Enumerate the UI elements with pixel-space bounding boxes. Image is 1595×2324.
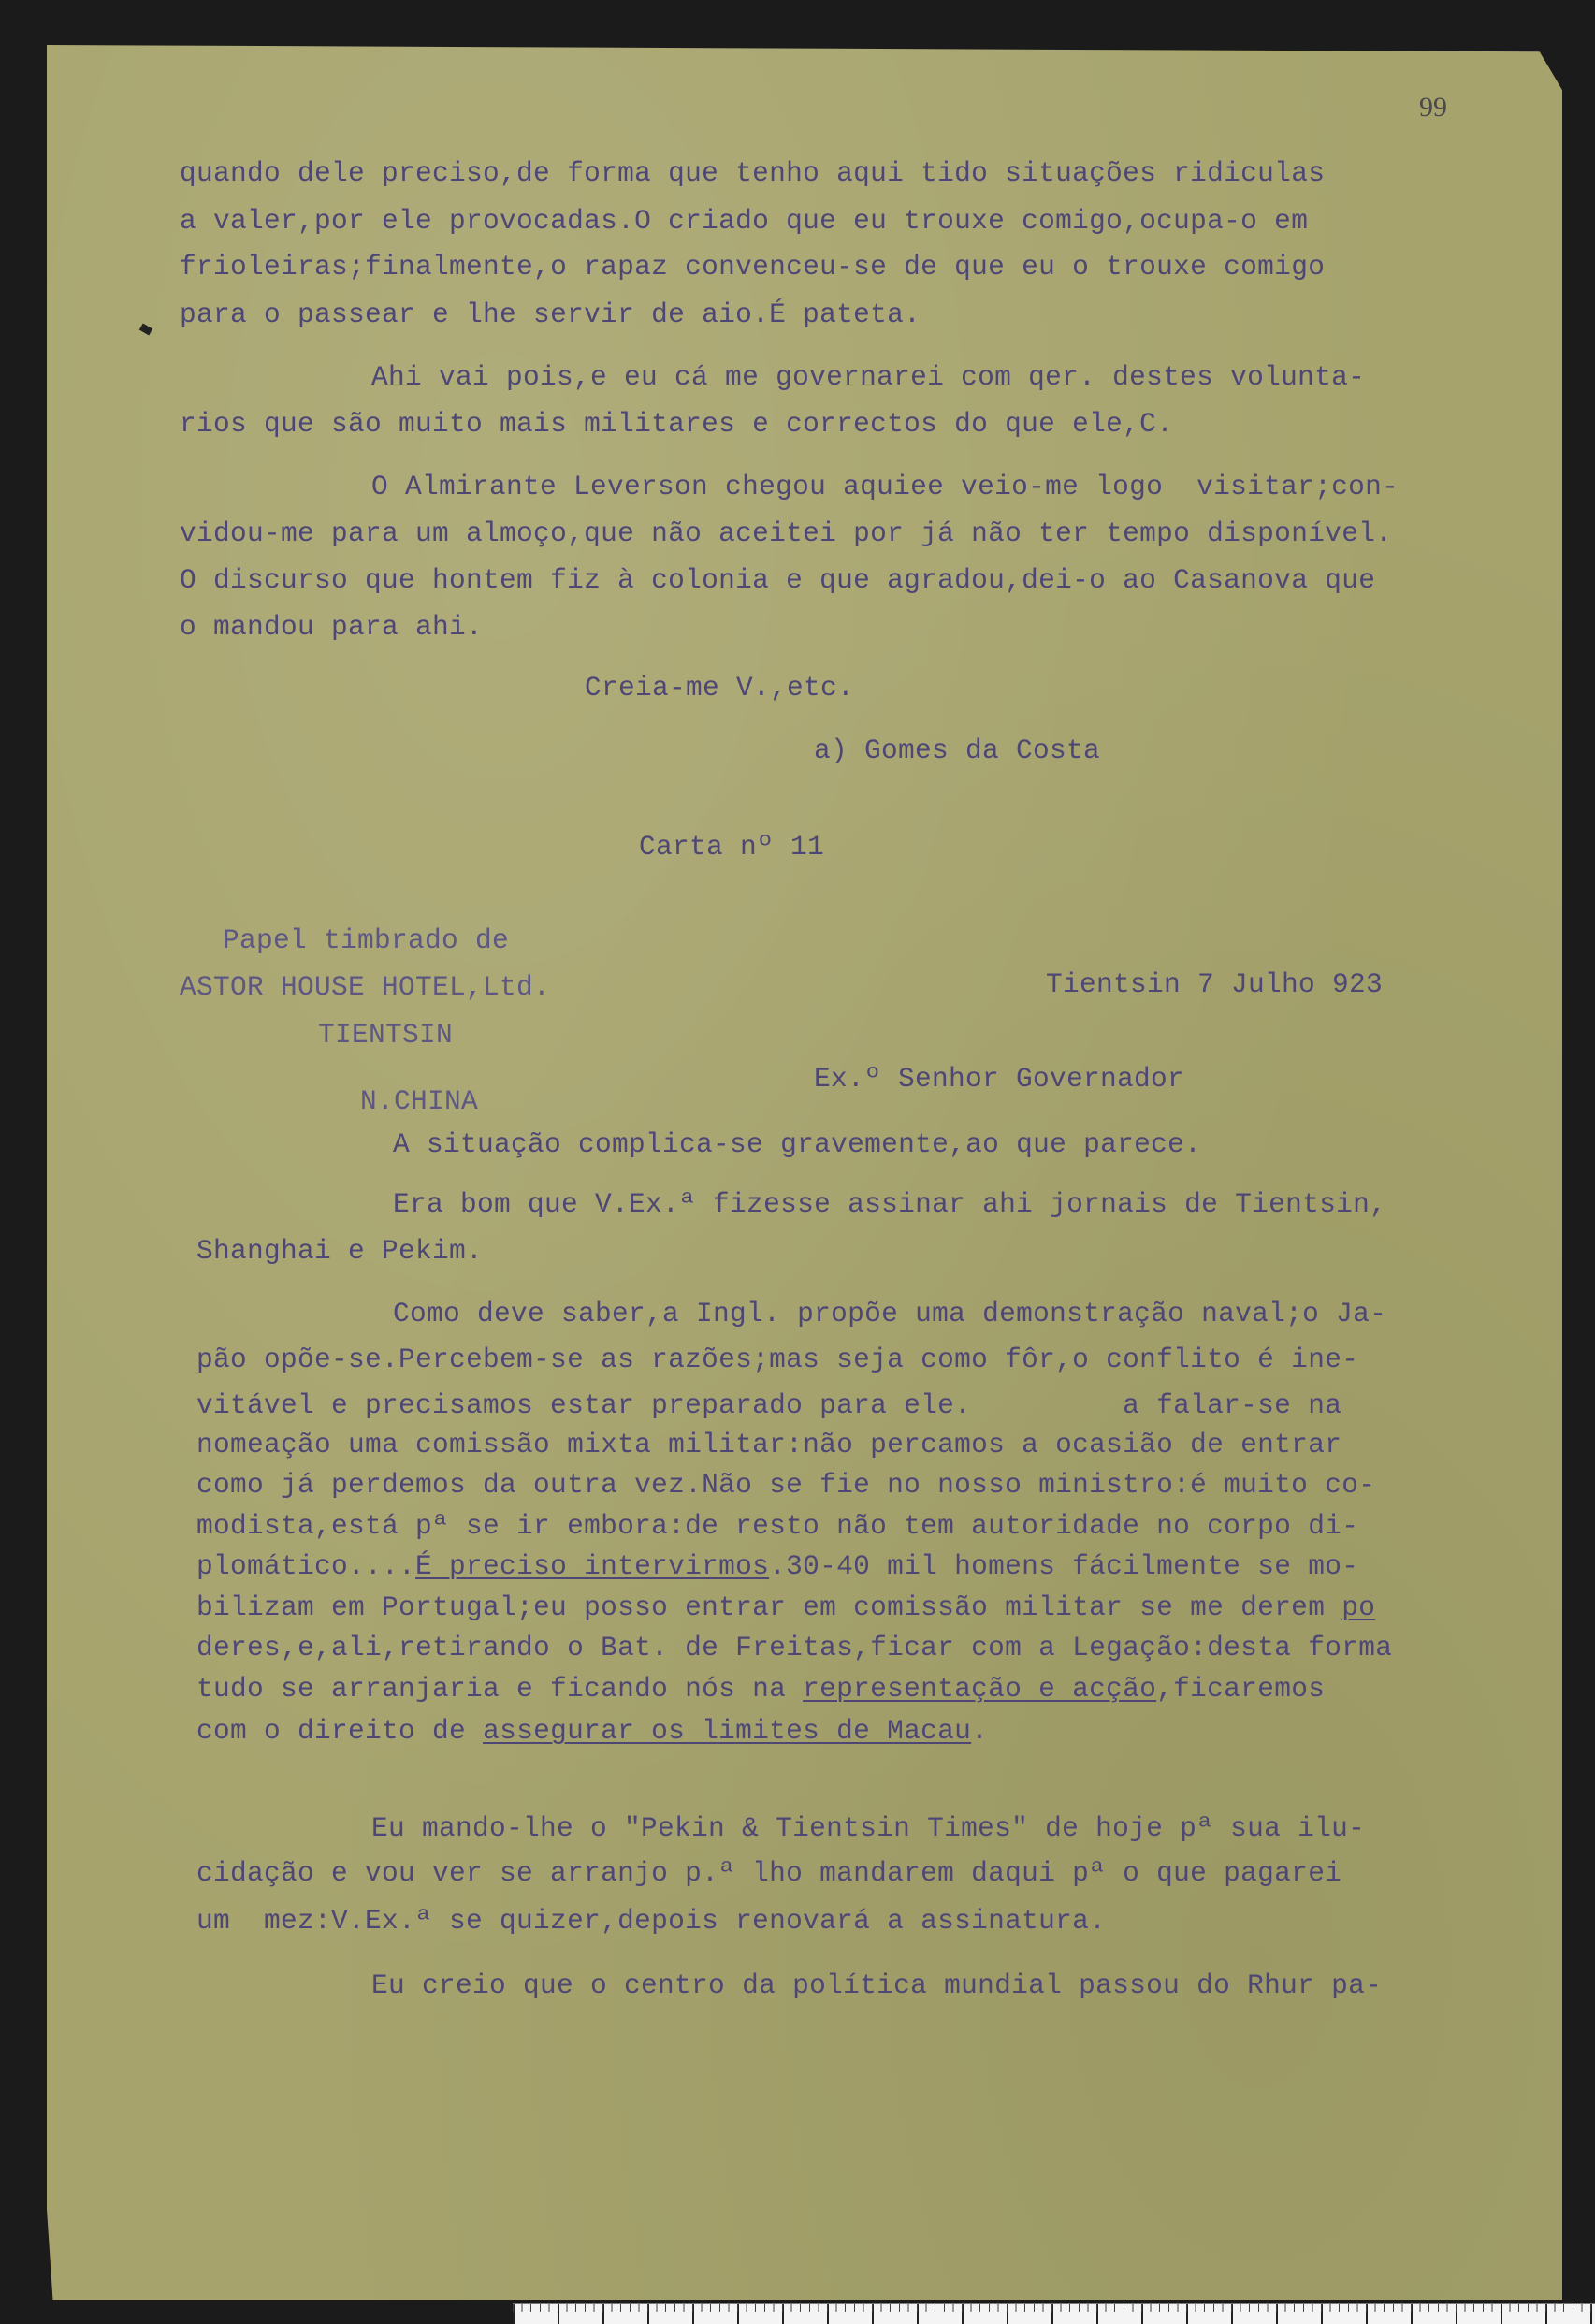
text-line: Como deve saber,a Ingl. propõe uma demonstração naval;o Ja- bbox=[393, 1298, 1387, 1329]
text-line: Shanghai e Pekim. bbox=[196, 1235, 484, 1267]
text-line bbox=[196, 1715, 988, 1747]
text-line: deres,e,ali,retirando o Bat. de Freitas,ficar com a Legação:desta forma bbox=[196, 1632, 1393, 1663]
salutation: Ex.º Senhor Governador bbox=[814, 1063, 1185, 1095]
text-line: como já perdemos da outra vez.Não se fie no nosso ministro:é muito co- bbox=[196, 1469, 1376, 1501]
text-line: para o passear e lhe servir de aio.É pateta. bbox=[180, 298, 921, 330]
text-line: Eu mando-lhe o "Pekin & Tientsin Times" de hoje pª sua ilu- bbox=[371, 1812, 1366, 1844]
letter-heading: Carta nº 11 bbox=[639, 831, 825, 863]
text-line: O discurso que hontem fiz à colonia e que agradou,dei-o ao Casanova que bbox=[180, 564, 1376, 596]
text-line: Ahi vai pois,e eu cá me governarei com qer. destes volunta- bbox=[371, 361, 1366, 393]
underlined-phrase: assegurar os limites de Macau bbox=[483, 1715, 972, 1747]
text-line: pão opõe-se.Percebem-se as razões;mas seja como fôr,o conflito é ine- bbox=[196, 1344, 1359, 1375]
text-line: rios que são muito mais militares e correctos do que ele,C. bbox=[180, 408, 1174, 440]
text-segment: tudo se arranjaria e ficando nós na bbox=[196, 1673, 804, 1705]
letterhead-note: Papel timbrado de bbox=[223, 924, 510, 956]
scale-ruler-ticks bbox=[513, 2304, 1595, 2312]
underlined-phrase: É preciso intervirmos bbox=[415, 1550, 770, 1582]
text-segment: com o direito de bbox=[196, 1715, 484, 1747]
text-line: um mez:V.Ex.ª se quizer,depois renovará a assinatura. bbox=[196, 1905, 1107, 1937]
text-line: frioleiras;finalmente,o rapaz convenceu-se de que eu o trouxe comigo bbox=[180, 251, 1326, 283]
text-line: Eu creio que o centro da política mundial passou do Rhur pa- bbox=[371, 1969, 1383, 2001]
text-segment: plomático.... bbox=[196, 1550, 416, 1582]
text-line: modista,está pª se ir embora:de resto não tem autoridade no corpo di- bbox=[196, 1510, 1359, 1542]
text-line: A situação complica-se gravemente,ao que parece. bbox=[393, 1128, 1202, 1160]
text-segment: .30-40 mil homens fácilmente se mo- bbox=[769, 1550, 1359, 1582]
text-line: a valer,por ele provocadas.O criado que eu trouxe comigo,ocupa-o em bbox=[180, 205, 1309, 237]
underlined-phrase: representação e acção bbox=[803, 1673, 1157, 1705]
text-line: quando dele preciso,de forma que tenho aqui tido situações ridiculas bbox=[180, 157, 1326, 189]
text-line: O Almirante Leverson chegou aquiee veio-me logo visitar;con- bbox=[371, 471, 1399, 502]
text-segment: ,ficaremos bbox=[1156, 1673, 1326, 1705]
text-line: o mandou para ahi. bbox=[180, 611, 484, 643]
text-line bbox=[196, 1550, 1358, 1582]
letter-date: Tientsin 7 Julho 923 bbox=[1046, 968, 1384, 1000]
signature: a) Gomes da Costa bbox=[814, 734, 1101, 766]
text-line: vidou-me para um almoço,que não aceitei por já não ter tempo disponível. bbox=[180, 517, 1393, 549]
text-line: nomeação uma comissão mixta militar:não percamos a ocasião de entrar bbox=[196, 1429, 1342, 1460]
text-segment: . bbox=[971, 1715, 989, 1747]
text-segment: bilizam em Portugal;eu posso entrar em comissão militar se me derem bbox=[196, 1591, 1342, 1623]
underlined-fragment: po bbox=[1341, 1591, 1376, 1623]
letterhead-hotel: ASTOR HOUSE HOTEL,Ltd. bbox=[180, 971, 551, 1003]
text-line: vitável e precisamos estar preparado para ele. a falar-se na bbox=[196, 1389, 1342, 1421]
letterhead-city: TIENTSIN bbox=[318, 1019, 454, 1051]
page-number: 99 bbox=[1419, 92, 1447, 123]
text-line bbox=[196, 1673, 1325, 1705]
closing: Creia-me V.,etc. bbox=[585, 672, 855, 704]
text-line: Era bom que V.Ex.ª fizesse assinar ahi jornais de Tientsin, bbox=[393, 1188, 1387, 1220]
text-line bbox=[196, 1591, 1375, 1623]
text-line: cidação e vou ver se arranjo p.ª lho mandarem daqui pª o que pagarei bbox=[196, 1857, 1342, 1889]
letterhead-country: N.CHINA bbox=[360, 1085, 479, 1117]
